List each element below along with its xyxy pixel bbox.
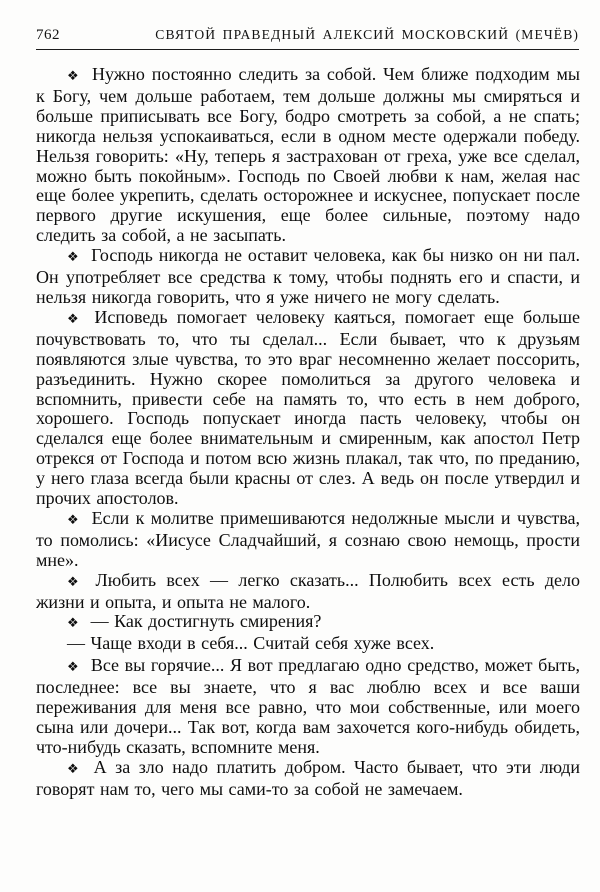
- paragraph-text: — Чаще входи в себя... Считай себя хуже всех.: [67, 633, 435, 654]
- diamond-bullet-icon: ❖: [67, 574, 84, 590]
- paragraph: [36, 246, 580, 308]
- diamond-bullet-icon: ❖: [67, 311, 83, 327]
- paragraph-text: — Как достигнуть смирения?: [90, 611, 322, 632]
- paragraph: [36, 65, 580, 246]
- paragraph-text: Если к молитве примешиваются недолжные мысли и чувства, то помолись: «Иисусе Сладчайший, я сознаю свою немощь, прости мне».: [36, 507, 581, 570]
- paragraph: [36, 634, 580, 656]
- paragraph-text: Все вы горячие... Я вот предлагаю одно средство, может быть, последнее: все вы знаете, что я вас люблю всех и все ваши переживания для меня все равно, что мои собственные, или моего сына или дочери... Так вот, когда вам захочется кого-нибудь обидеть, что-нибудь сказать, вспомните меня.: [36, 655, 580, 757]
- running-head: [36, 27, 579, 50]
- diamond-bullet-icon: ❖: [67, 616, 79, 632]
- diamond-bullet-icon: ❖: [67, 761, 82, 777]
- paragraph: [36, 509, 580, 571]
- page-number: 762: [36, 27, 60, 43]
- running-title: СВЯТОЙ ПРАВЕДНЫЙ АЛЕКСИЙ МОСКОВСКИЙ (МЕЧЁВ): [155, 27, 579, 42]
- body-text: [36, 65, 580, 800]
- paragraph: [36, 571, 580, 613]
- paragraph-text: Господь никогда не оставит человека, как бы низко он ни пал. Он употребляет все средства к тому, чтобы поднять его и спасти, и нельзя никогда говорить, что я уже ничего не могу сделать.: [36, 245, 581, 307]
- diamond-bullet-icon: ❖: [67, 512, 80, 528]
- paragraph-text: Нужно постоянно следить за собой. Чем ближе подходим мы к Богу, чем дольше работаем, тем дольше должны мы смиряться и больше приписывать все Богу, бодро смотреть за собой, а не спать; никогда нельзя успокаиваться, если в одном месте одержали победу. Нельзя говорить: «Ну, теперь я застрахован от греха, уже все сделал, можно быть покойным». Господь по Своей любви к нам, желая нас еще более укрепить, сделать осторожнее и искуснее, попускает после первого другие искушения, еще более сильные, поэтому надо следить за собой, а не засыпать.: [36, 64, 581, 246]
- paragraph: [36, 308, 580, 509]
- paragraph-text: А за зло надо платить добром. Часто бывает, что эти люди говорят нам то, чего мы сами-то за собой не замечаем.: [36, 756, 580, 799]
- diamond-bullet-icon: ❖: [67, 660, 79, 676]
- paragraph-text: Исповедь помогает человеку каяться, помогает еще больше почувствовать то, что ты сделал... Если бывает, что к друзьям появляются злые чувства, то это враг несомненно желает поссорить, разъединить. Нужно скорее помолиться за другого человека и вспомнить, привести себе на память то, что есть в нем доброго, хорошего. Господь попускает иногда пасть человеку, чтобы он сделался еще более внимательным и смиренным, как апостол Петр отрекся от Господа и потом всю жизнь плакал, так что, по преданию, у него глаза всегда были красны от слез. А ведь он после утвердил и прочих апостолов.: [36, 306, 581, 509]
- diamond-bullet-icon: ❖: [67, 69, 81, 84]
- paragraph: [36, 758, 580, 800]
- paragraph-text: Любить всех — легко сказать... Полюбить всех есть дело жизни и опыта, и опыта не малого.: [36, 569, 581, 612]
- paragraph: [36, 656, 580, 758]
- diamond-bullet-icon: ❖: [67, 250, 80, 266]
- paragraph: [36, 612, 580, 634]
